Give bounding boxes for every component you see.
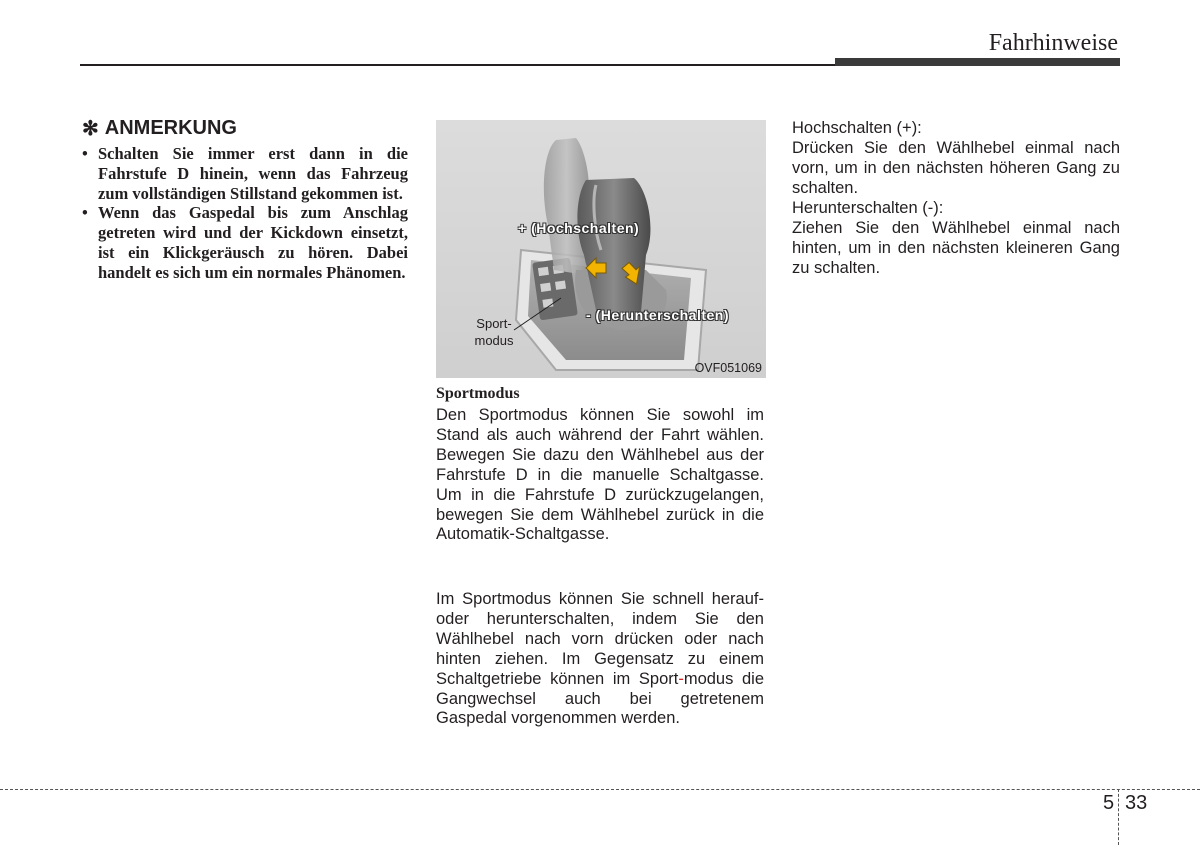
header-rule <box>80 64 835 66</box>
upshift-label: + (Hochschalten) <box>518 220 640 236</box>
page-number: 33 <box>1125 792 1148 814</box>
sport-para2-part1: Im Sportmodus können Sie schnell herauf- oder herunterschalten, indem Sie den Wählhebel nach vorn drücken oder nach hinten ziehen. Im Gegensatz zu einem Schaltgetriebe können im Sport <box>436 590 764 688</box>
hyphen-mark: - <box>678 669 684 688</box>
footer-divider <box>1118 789 1119 845</box>
note-item <box>82 203 408 282</box>
downshift-text: Ziehen Sie den Wählhebel einmal nach hinten, um in den nächsten kleineren Gang zu schalten. <box>792 219 1120 277</box>
note-item-text: Schalten Sie immer erst dann in die Fahrstufe D hinein, wenn das Fahrzeug zum vollständigen Stillstand gekommen ist. <box>98 144 408 203</box>
footer-rule <box>0 789 1200 790</box>
header-rule-accent <box>835 58 1120 66</box>
sport-para2-part2: modus die Gangwechsel auch bei getretenem Gaspedal vorgenommen werden. <box>436 669 764 728</box>
sport-mode-label-line1: Sport- <box>476 316 512 331</box>
downshift-label: - (Herunterschalten) <box>586 307 730 323</box>
sport-mode-label <box>464 315 524 349</box>
page-header-title: Fahrhinweise <box>988 30 1118 56</box>
sport-mode-paragraph: Den Sportmodus können Sie sowohl im Stand als auch während der Fahrt wählen. Bewegen Sie dazu den Wählhebel aus der Fahrstufe D in die manuelle Schaltgasse. Um in die Fahrstufe D zurückzugelangen, bewegen Sie dem Wählhebel zurück in die Automatik-Schaltgasse. <box>436 406 764 544</box>
asterisk-note-icon: ✻ <box>82 118 99 140</box>
note-item-text: Wenn das Gaspedal bis zum Anschlag getreten wird und der Kickdown einsetzt, ist ein Klickgeräusch zu hören. Dabei handelt es sich um ein normales Phänomen. <box>98 203 408 282</box>
downshift-heading: Herunterschalten (-): <box>792 199 944 217</box>
gear-shift-figure <box>436 120 766 378</box>
bullet-icon: • <box>82 144 88 163</box>
figure-code: OVF051069 <box>694 361 762 375</box>
upshift-text: Drücken Sie den Wählhebel einmal nach vorn, um in den nächsten höheren Gang zu schalten. <box>792 139 1120 197</box>
bullet-icon: • <box>82 203 88 223</box>
note-heading-label: ANMERKUNG <box>104 117 237 139</box>
upshift-heading: Hochschalten (+): <box>792 119 922 137</box>
note-heading <box>82 116 237 141</box>
sport-mode-label-line2: modus <box>474 333 514 348</box>
sport-mode-paragraph-2 <box>436 590 764 729</box>
sport-mode-heading: Sportmodus <box>436 385 520 402</box>
right-column <box>792 118 1120 278</box>
note-item <box>82 144 408 203</box>
note-list <box>82 144 408 283</box>
chapter-number: 5 <box>1103 792 1115 814</box>
